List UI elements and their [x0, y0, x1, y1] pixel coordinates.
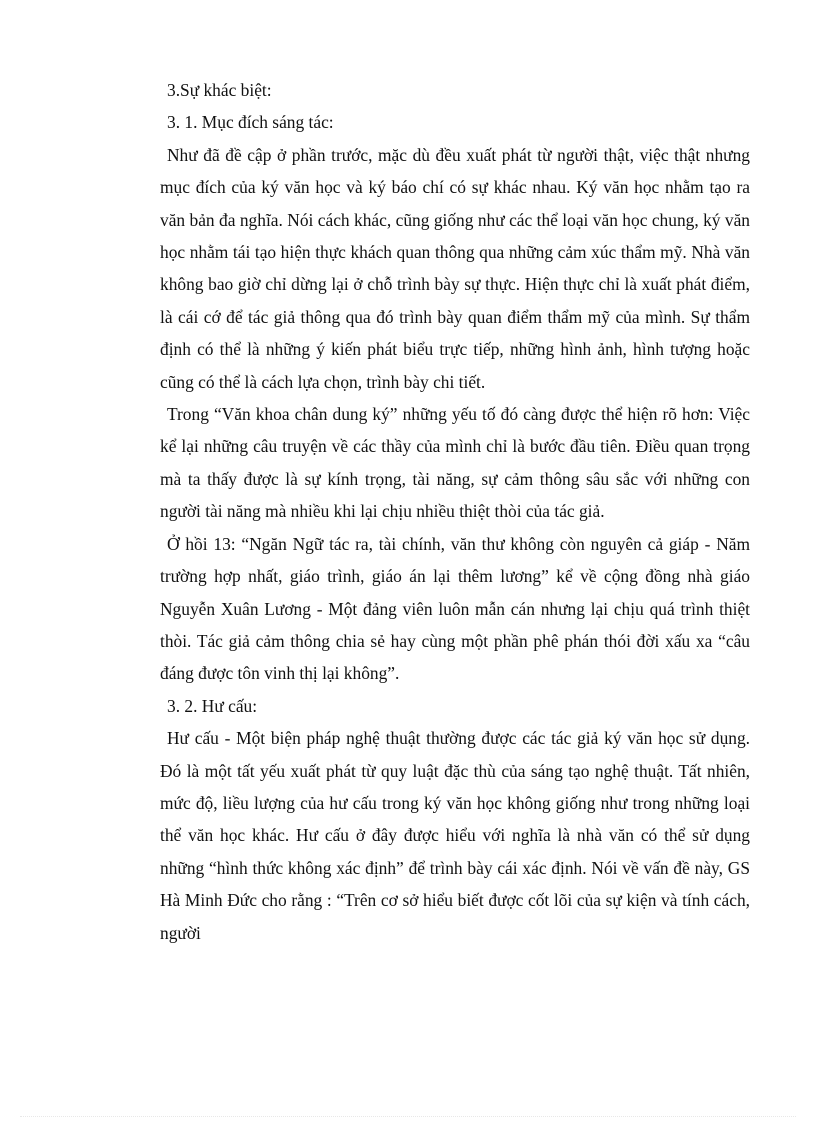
document-body — [160, 74, 750, 949]
section-heading-differences: 3.Sự khác biệt: — [167, 80, 272, 100]
paragraph-van-khoa: Trong “Văn khoa chân dung ký” những yếu tố đó càng được thể hiện rõ hơn: Việc kể lại những câu truyện về các thầy của mình chỉ là bước đầu tiên. Điều quan trọng mà ta thấy được là sự kính trọng, tài năng, sự cảm thông sâu sắc với những con người tài năng mà nhiều khi lại chịu nhiều thiệt thòi của tác giả. — [160, 404, 750, 522]
subsection-heading-purpose: 3. 1. Mục đích sáng tác: — [167, 112, 334, 133]
subsection-heading-fiction: 3. 2. Hư cấu: — [167, 695, 258, 716]
paragraph-fiction: Hư cấu - Một biện pháp nghệ thuật thường được các tác giả ký văn học sử dụng. Đó là một tất yếu xuất phát từ quy luật đặc thù của sáng tạo nghệ thuật. Tất nhiên, mức độ, liều lượng của hư cấu trong ký văn học không giống như trong những loại thể văn học khác. Hư cấu ở đây được hiểu với nghĩa là nhà văn có thể sử dụng những “hình thức không xác định” để trình bày cái xác định. Nói về vấn đề này, GS Hà Minh Đức cho rằng : “Trên cơ sở hiểu biết được cốt lõi của sự kiện và tính cách, người — [160, 728, 750, 943]
paragraph-hoi-13: Ở hồi 13: “Ngăn Ngữ tác ra, tài chính, văn thư không còn nguyên cả giáp - Năm trường hợp nhất, giáo trình, giáo án lại thêm lương” kể về cộng đồng nhà giáo Nguyễn Xuân Lương - Một đảng viên luôn mẫn cán nhưng lại chịu quá trình thiệt thòi. Tác giả cảm thông chia sẻ hay cùng một phần phê phán thói đời xấu xa “câu đáng được tôn vinh thị lại không”. — [160, 533, 750, 684]
paragraph-purpose-intro: Như đã đề cập ở phần trước, mặc dù đều xuất phát từ người thật, việc thật nhưng mục đích của ký văn học và ký báo chí có sự khác nhau. Ký văn học nhằm tạo ra văn bản đa nghĩa. Nói cách khác, cũng giống như các thể loại văn học chung, ký văn học nhằm tái tạo hiện thực khách quan thông qua những cảm xúc thẩm mỹ. Nhà văn không bao giờ chỉ dừng lại ở chỗ trình bày sự thực. Hiện thực chỉ là xuất phát điểm, là cái cớ để tác giả thông qua đó trình bày quan điểm thẩm mỹ của mình. Sự thẩm định có thể là những ý kiến phát biểu trực tiếp, những hình ảnh, hình tượng hoặc cũng có thể là cách lựa chọn, trình bày chi tiết. — [160, 144, 750, 392]
page-bottom-rule — [20, 1116, 796, 1117]
